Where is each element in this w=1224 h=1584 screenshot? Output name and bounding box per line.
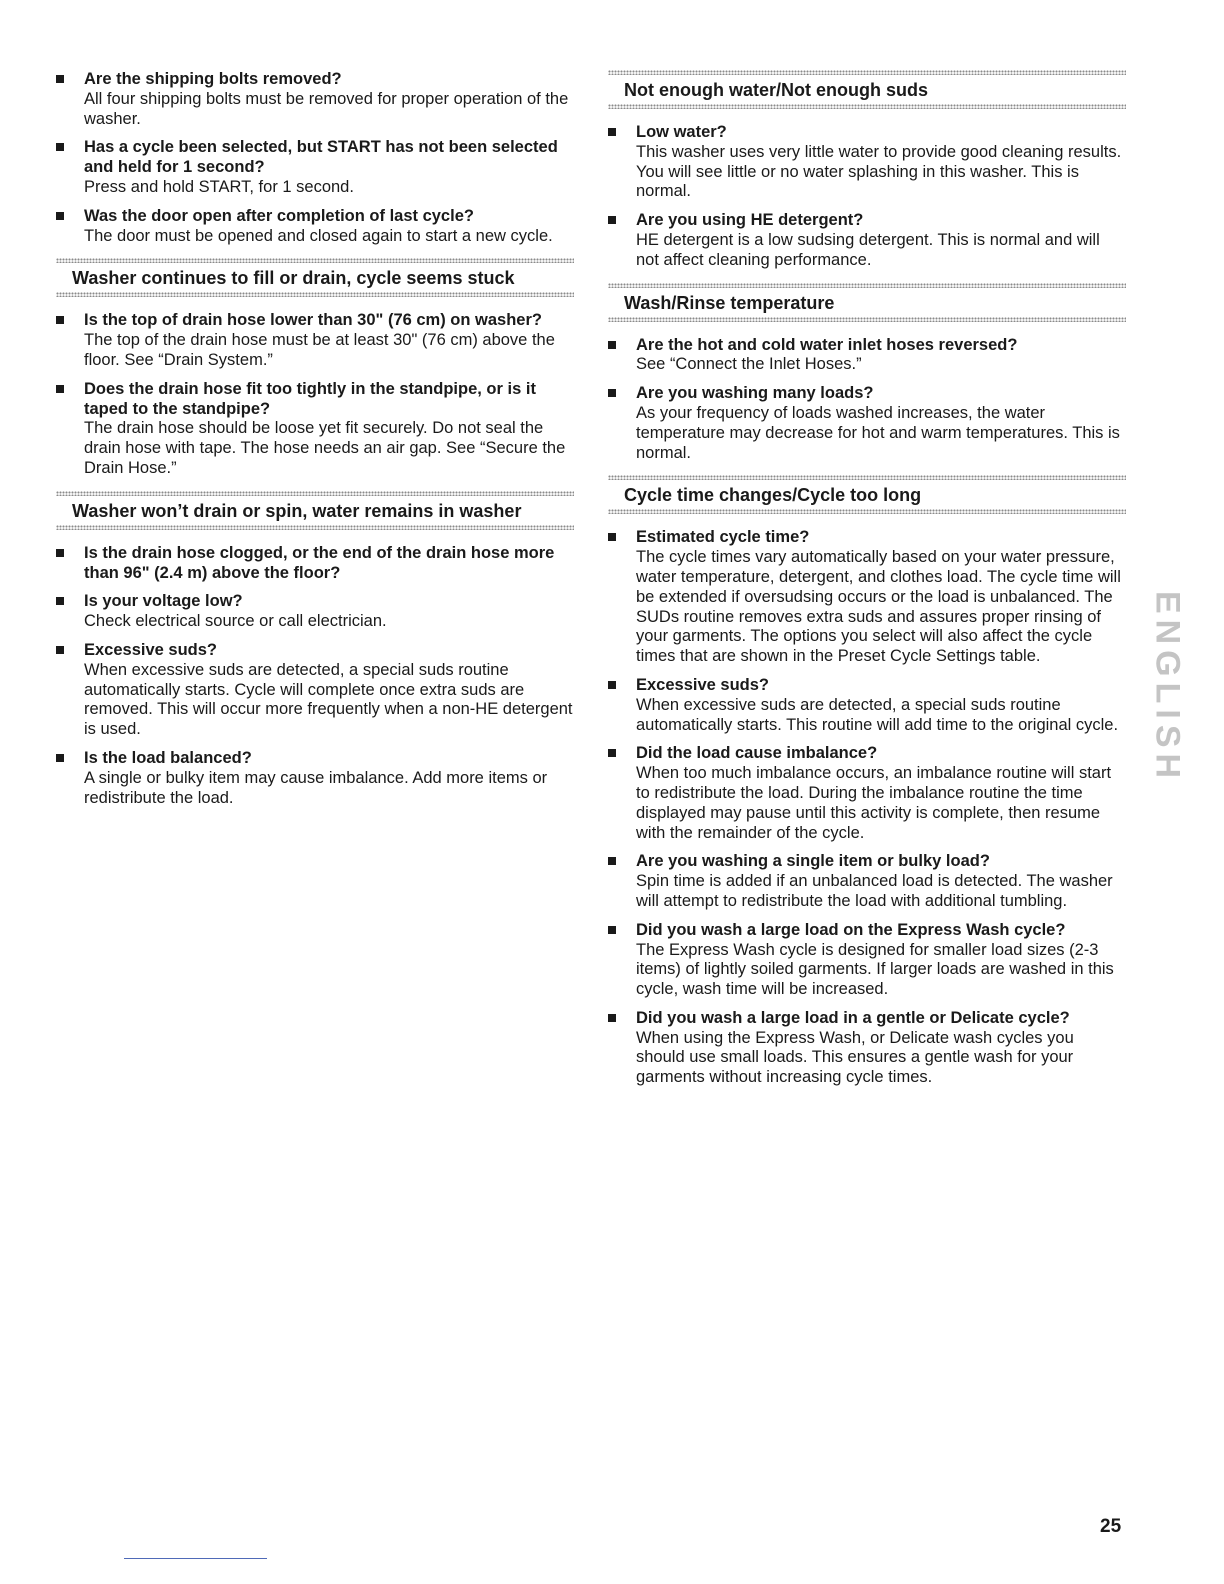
question: Are you washing many loads? (636, 384, 874, 403)
square-bullet-icon (608, 216, 616, 224)
answer: The Express Wash cycle is designed for smaller load sizes (2-3 items) of lightly soiled garments. If larger loads are washed in this cycle, wash time will be increased. (636, 940, 1114, 999)
answer: Spin time is added if an unbalanced load is detected. The washer will attempt to redistribute the load with additional tumbling. (636, 872, 1113, 910)
list-item (608, 921, 1126, 1000)
question: Excessive suds? (84, 640, 217, 659)
list-item (56, 207, 574, 247)
square-bullet-icon (608, 1014, 616, 1022)
square-bullet-icon (608, 926, 616, 934)
dotted-rule (56, 292, 574, 297)
square-bullet-icon (608, 128, 616, 136)
language-side-tab (1148, 568, 1187, 796)
list-item (56, 138, 574, 197)
section-title: Wash/Rinse temperature (624, 292, 835, 313)
question: Are the shipping bolts removed? (84, 70, 342, 88)
drain-list (56, 544, 574, 809)
square-bullet-icon (608, 749, 616, 757)
question: Is the top of drain hose lower than 30" (76 cm) on washer? (84, 311, 542, 330)
list-item (608, 852, 1126, 911)
list-item (56, 641, 574, 740)
question: Excessive suds? (636, 675, 769, 694)
square-bullet-icon (56, 75, 64, 83)
question: Are you using HE detergent? (636, 211, 864, 230)
temp-list (608, 336, 1126, 464)
question: Is your voltage low? (84, 592, 243, 611)
answer: When excessive suds are detected, a special suds routine automatically starts. This routine will add time to the original cycle. (636, 695, 1119, 734)
dotted-rule (608, 509, 1126, 514)
list-item (56, 311, 574, 370)
list-item (608, 528, 1126, 667)
list-item (608, 676, 1126, 735)
answer: See “Connect the Inlet Hoses.” (636, 355, 862, 374)
answer: Check electrical source or call electrician. (84, 612, 387, 631)
list-item (56, 70, 574, 129)
question: Is the drain hose clogged, or the end of the drain hose more than 96" (2.4 m) above the floor? (84, 543, 555, 582)
answer: Press and hold START, for 1 second. (84, 177, 354, 196)
answer: The top of the drain hose must be at least 30" (76 cm) above the floor. See “Drain System.” (84, 331, 555, 369)
fill-list (56, 311, 574, 478)
question: Low water? (636, 123, 727, 141)
dotted-rule (608, 317, 1126, 322)
question: Are the hot and cold water inlet hoses reversed? (636, 335, 1018, 354)
square-bullet-icon (56, 316, 64, 324)
list-item (56, 380, 574, 479)
section-title: Cycle time changes/Cycle too long (624, 485, 922, 506)
square-bullet-icon (56, 212, 64, 220)
section-header-cycle (608, 475, 1126, 514)
footer-rule (124, 1558, 267, 1559)
answer: When using the Express Wash, or Delicate wash cycles you should use small loads. This ensures a gentle wash for your garments without increasing cycle times. (636, 1028, 1074, 1087)
list-item (608, 384, 1126, 463)
square-bullet-icon (56, 754, 64, 762)
question: Are you washing a single item or bulky load? (636, 852, 990, 871)
square-bullet-icon (56, 143, 64, 151)
right-column (608, 70, 1126, 1097)
list-item (56, 592, 574, 632)
question: Did the load cause imbalance? (636, 744, 878, 763)
square-bullet-icon (608, 389, 616, 397)
answer: All four shipping bolts must be removed for proper operation of the washer. (84, 89, 569, 128)
section-header-water (608, 70, 1126, 109)
dotted-rule (56, 525, 574, 530)
list-item (608, 211, 1126, 270)
water-list (608, 123, 1126, 271)
answer: HE detergent is a low sudsing detergent. This is normal and will not affect cleaning performance. (636, 230, 1100, 269)
answer: The drain hose should be loose yet fit securely. Do not seal the drain hose with tape. The hose needs an air gap. See “Secure the Drain Hose.” (84, 419, 566, 477)
answer: The cycle times vary automatically based on your water pressure, water temperature, detergent, and clothes load. The cycle time will be extended if oversudsing occurs or the load is unbalanced. The SUDs routine removes extra suds and assures proper rinsing of your garments. The options you select will also affect the cycle times that are shown in the Preset Cycle Settings table. (636, 548, 1121, 666)
square-bullet-icon (608, 857, 616, 865)
answer: When excessive suds are detected, a special suds routine automatically starts. Cycle will complete once extra suds are removed. This will occur more frequently when a non-HE detergent is used. (84, 660, 573, 739)
question: Did you wash a large load in a gentle or Delicate cycle? (636, 1008, 1070, 1027)
cycle-list (608, 528, 1126, 1088)
question: Does the drain hose fit too tightly in the standpipe, or is it taped to the standpipe? (84, 379, 536, 418)
section-header-temp (608, 283, 1126, 322)
answer: When too much imbalance occurs, an imbalance routine will start to redistribute the load. During the imbalance routine the time displayed may pause until this activity is complete, then resume with the remainder of the cycle. (636, 764, 1112, 842)
square-bullet-icon (56, 549, 64, 557)
question: Did you wash a large load on the Express Wash cycle? (636, 920, 1066, 939)
answer: A single or bulky item may cause imbalance. Add more items or redistribute the load. (84, 768, 548, 807)
intro-list (56, 70, 574, 246)
square-bullet-icon (56, 597, 64, 605)
answer: As your frequency of loads washed increases, the water temperature may decrease for hot and warm temperatures. This is normal. (636, 403, 1120, 462)
section-header-drain (56, 491, 574, 530)
dotted-rule (608, 104, 1126, 109)
list-item (56, 544, 574, 584)
list-item (608, 336, 1126, 376)
list-item (608, 123, 1126, 202)
left-column (56, 70, 574, 817)
section-title: Washer continues to fill or drain, cycle seems stuck (72, 268, 515, 289)
square-bullet-icon (608, 533, 616, 541)
question: Was the door open after completion of last cycle? (84, 206, 474, 225)
answer: The door must be opened and closed again to start a new cycle. (84, 226, 553, 245)
page-number: 25 (1100, 1516, 1122, 1537)
list-item (608, 1009, 1126, 1088)
language-label: ENGLISH (1148, 590, 1187, 785)
list-item (608, 744, 1126, 843)
question: Estimated cycle time? (636, 528, 810, 547)
section-title: Washer won’t drain or spin, water remains in washer (72, 500, 522, 521)
square-bullet-icon (56, 646, 64, 654)
section-header-fill (56, 258, 574, 297)
answer: This washer uses very little water to provide good cleaning results. You will see little or no water splashing in this washer. This is normal. (636, 142, 1122, 201)
section-title: Not enough water/Not enough suds (624, 80, 928, 100)
question: Has a cycle been selected, but START has not been selected and held for 1 second? (84, 138, 558, 177)
list-item (56, 749, 574, 808)
square-bullet-icon (608, 681, 616, 689)
square-bullet-icon (56, 385, 64, 393)
question: Is the load balanced? (84, 748, 252, 767)
square-bullet-icon (608, 341, 616, 349)
